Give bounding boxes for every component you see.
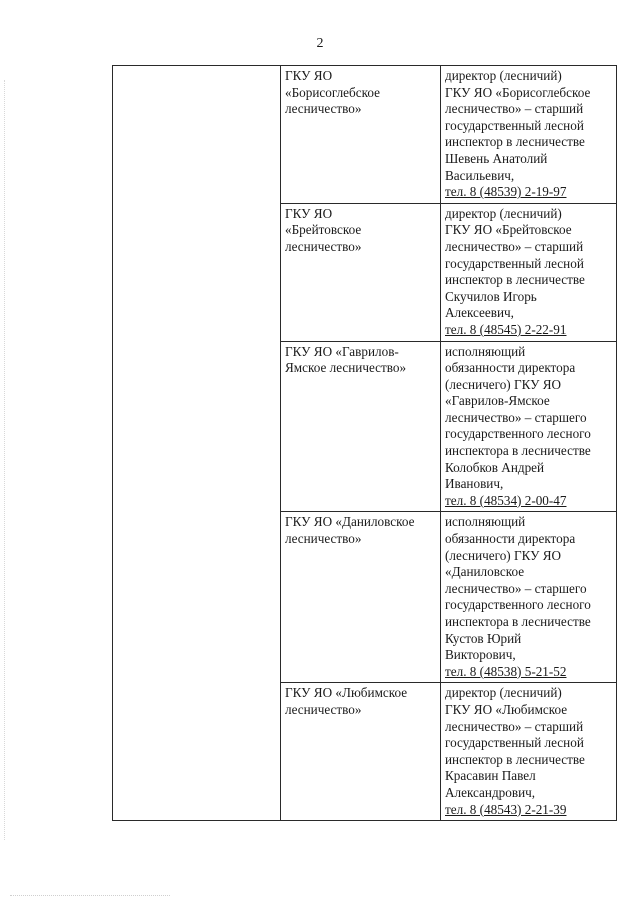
org-cell: ГКУ ЯО «Брейтовское лесничество» (281, 203, 441, 341)
phone-number: тел. 8 (48534) 2-00-47 (445, 492, 567, 508)
phone-number: тел. 8 (48543) 2-21-39 (445, 801, 567, 817)
official-cell: директор (лесничий) ГКУ ЯО «Любимское лесничество» – старший государственный лесной инспектор в лесничестве Красавин Павел Александрович, тел. 8 (48543) 2-21-39 (441, 683, 617, 821)
forestry-contacts-table (112, 65, 617, 821)
page-number: 2 (316, 36, 324, 51)
table-row (113, 66, 617, 204)
merged-empty-cell (113, 66, 281, 821)
official-cell: директор (лесничий) ГКУ ЯО «Брейтовское лесничество» – старший государственный лесной инспектор в лесничестве Скучилов Игорь Алексеевич, тел. 8 (48545) 2-22-91 (441, 203, 617, 341)
phone-number: тел. 8 (48539) 2-19-97 (445, 184, 567, 200)
official-cell: исполняющий обязанности директора (лесничего) ГКУ ЯО «Гаврилов-Ямское лесничество» – старшего государственного лесного инспектора в лесничестве Колобков Андрей Иванович, тел. 8 (48534) 2-00-47 (441, 341, 617, 512)
phone-number: тел. 8 (48545) 2-22-91 (445, 321, 567, 337)
org-cell: ГКУ ЯО «Любимское лесничество» (281, 683, 441, 821)
left-margin-scan-dots (4, 80, 6, 840)
org-cell: ГКУ ЯО «Борисоглебское лесничество» (281, 66, 441, 204)
org-cell: ГКУ ЯО «Гаврилов- Ямское лесничество» (281, 341, 441, 512)
official-cell: директор (лесничий) ГКУ ЯО «Борисоглебское лесничество» – старший государственный лесной инспектор в лесничестве Шевень Анатолий Васильевич, тел. 8 (48539) 2-19-97 (441, 66, 617, 204)
phone-number: тел. 8 (48538) 5-21-52 (445, 663, 567, 679)
official-cell: исполняющий обязанности директора (лесничего) ГКУ ЯО «Даниловское лесничество» – старшего государственного лесного инспектора в лесничестве Кустов Юрий Викторович, тел. 8 (48538) 5-21-52 (441, 512, 617, 683)
org-cell: ГКУ ЯО «Даниловское лесничество» (281, 512, 441, 683)
bottom-scan-dots (10, 895, 170, 897)
